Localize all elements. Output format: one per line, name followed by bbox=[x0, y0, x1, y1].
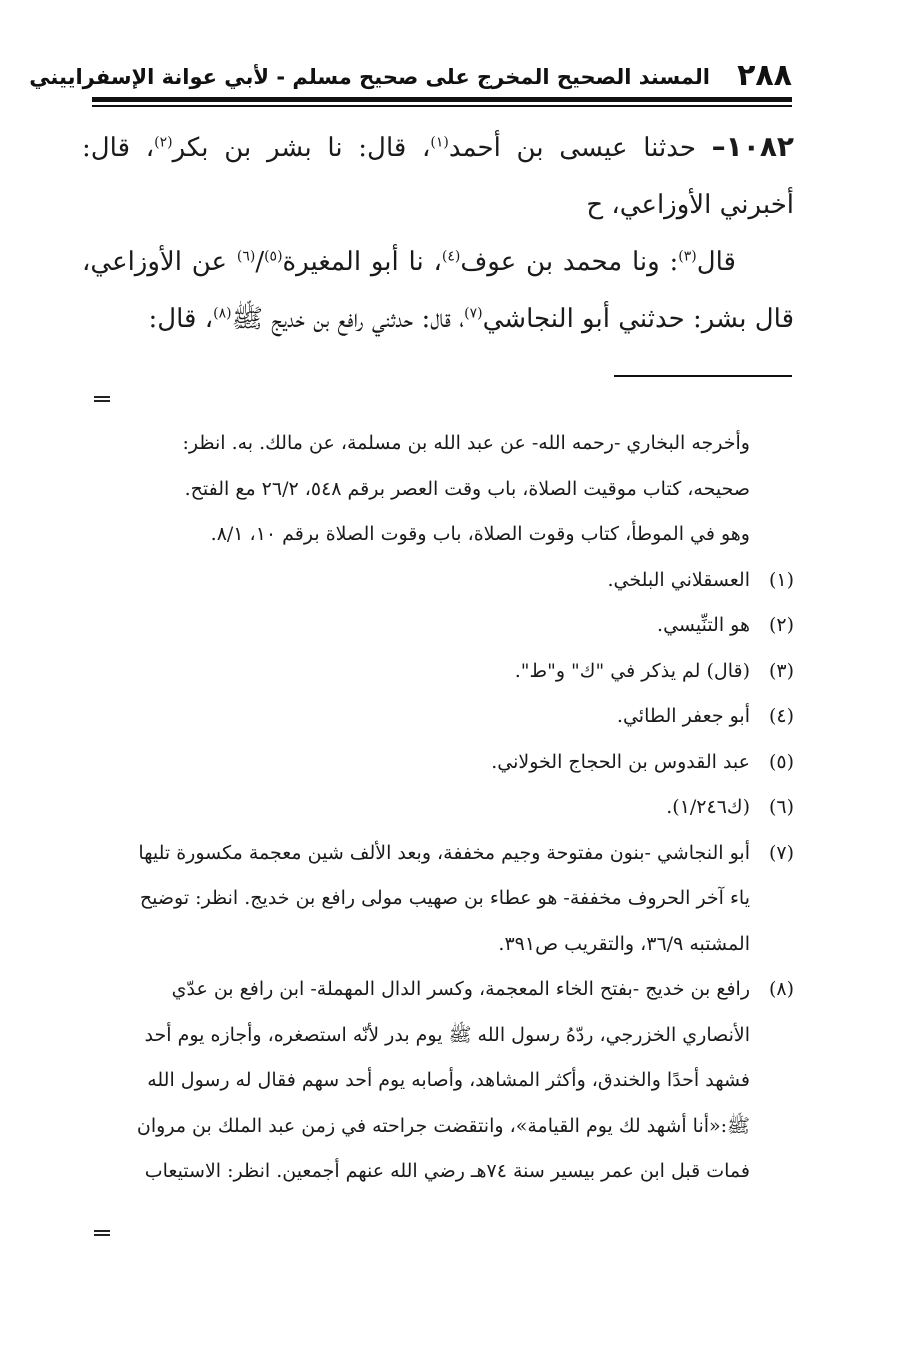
footnote-number: (٧) bbox=[768, 841, 794, 864]
footnote-item bbox=[86, 649, 794, 695]
text-run: ، قال: أخبرني الأوزاعي، ح bbox=[82, 133, 794, 220]
footnote-number: (١) bbox=[768, 568, 794, 591]
footnote-item bbox=[86, 694, 794, 740]
footnote-line: المشتبه ٣٦/٩، والتقريب ص٣٩١. bbox=[498, 932, 750, 955]
footnote-line: رافع بن خديج -بفتح الخاء المعجمة، وكسر الدال المهملة- ابن رافع بن عدّي bbox=[171, 978, 750, 1000]
footnote-ref: (٤) bbox=[441, 248, 461, 265]
footnote-ref: (٢) bbox=[154, 134, 173, 151]
continuation-mark-bottom bbox=[94, 1230, 110, 1236]
footnote-line: أبو النجاشي -بنون مفتوحة وجيم مخففة، وبعد الألف شين معجمة مكسورة تليها bbox=[138, 841, 750, 864]
footnote-number: (٨) bbox=[768, 978, 794, 1000]
running-title: المسند الصحيح المخرج على صحيح مسلم - لأبي عوانة الإسفراييني bbox=[29, 65, 710, 89]
text-run: / bbox=[255, 247, 265, 277]
footnote-text: عبد القدوس بن الحجاج الخولاني. bbox=[491, 750, 750, 773]
footnote-separator bbox=[614, 375, 792, 377]
footnote-item bbox=[86, 967, 794, 1195]
text-run: قال bbox=[696, 247, 736, 277]
header-rule-thick bbox=[92, 97, 792, 102]
text-run: ، قال: نا بشر بن بكر bbox=[172, 133, 431, 163]
text-run: : ونا محمد بن عوف bbox=[460, 247, 679, 277]
footnote-text: (ك١/٢٤٦). bbox=[666, 796, 750, 818]
footnote-line: ﷺ:«أنا أشهد لك يوم القيامة»، وانتقضت جراحته في زمن عبد الملك بن مروان bbox=[136, 1114, 750, 1137]
footnote-item bbox=[86, 740, 794, 786]
text-run: عن الأوزاعي، قال بشر: حدثني أبو النجاشي bbox=[82, 247, 794, 334]
footnote-continuation bbox=[86, 421, 794, 558]
footnote-number: (٦) bbox=[768, 796, 794, 818]
footnote-ref: (١) bbox=[430, 134, 449, 151]
page-number: ٢٨٨ bbox=[737, 58, 792, 93]
continuation-mark-top bbox=[94, 396, 110, 402]
hadith-paragraph-2 bbox=[82, 234, 794, 348]
page-header bbox=[29, 58, 792, 94]
text-run: ، قال: bbox=[148, 304, 214, 334]
footnote-ref: (٣) bbox=[678, 248, 697, 265]
header-rule-thin bbox=[92, 105, 792, 107]
footnote-line: فشهد أحدًا والخندق، وأكثر المشاهد، وأصابه يوم أحد سهم فقال له رسول الله bbox=[147, 1069, 750, 1091]
footnote-text: هو التنِّيسي. bbox=[657, 614, 750, 636]
footnote-item bbox=[86, 785, 794, 831]
footnote-text: (قال) لم يذكر في "ك" و"ط". bbox=[514, 659, 750, 682]
footnote-line: ياء آخر الحروف مخففة- هو عطاء بن صهيب مولى رافع بن خديج. انظر: توضيح bbox=[139, 887, 750, 909]
footnote-item bbox=[86, 603, 794, 649]
footnote-number: (٤) bbox=[768, 705, 794, 727]
text-run: ، قال: حدثني رافع بن خديج ﷺ bbox=[231, 304, 465, 334]
footnotes bbox=[86, 421, 794, 1195]
footnote-number: (٢) bbox=[768, 614, 794, 636]
footnote-line: وأخرجه البخاري -رحمه الله- عن عبد الله بن مسلمة، عن مالك. به. انظر: bbox=[182, 432, 750, 454]
text-run: حدثنا عيسى بن أحمد bbox=[448, 133, 712, 163]
footnote-line: الأنصاري الخزرجي، ردّهُ رسول الله ﷺ يوم بدر لأنّه استصغره، وأجازه يوم أحد bbox=[144, 1023, 750, 1046]
footnote-text: العسقلاني البلخي. bbox=[607, 568, 750, 591]
footnote-item bbox=[86, 831, 794, 968]
footnote-ref: (٥) bbox=[264, 248, 283, 265]
footnote-line: فمات قبل ابن عمر بيسير سنة ٧٤هـ رضي الله عنهم أجمعين. انظر: الاستيعاب bbox=[144, 1160, 750, 1182]
footnote-number: (٥) bbox=[768, 750, 794, 773]
main-text bbox=[82, 118, 794, 348]
footnote-number: (٣) bbox=[768, 659, 794, 682]
footnote-line: وهو في الموطأ، كتاب وقوت الصلاة، باب وقوت الصلاة برقم ١٠، ٨/١. bbox=[210, 523, 750, 545]
hadith-number: ١٠٨٢– bbox=[711, 130, 795, 163]
footnote-item bbox=[86, 558, 794, 604]
footnote-ref: (٨) bbox=[213, 305, 232, 322]
hadith-paragraph-1 bbox=[82, 118, 794, 234]
text-run: ، نا أبو المغيرة bbox=[282, 247, 442, 277]
footnote-line: صحيحه، كتاب موقيت الصلاة، باب وقت العصر برقم ٥٤٨، ٢٦/٢ مع الفتح. bbox=[184, 477, 750, 500]
footnote-text: أبو جعفر الطائي. bbox=[616, 705, 750, 727]
footnote-ref: (٦) bbox=[236, 248, 256, 265]
footnote-ref: (٧) bbox=[464, 305, 483, 322]
